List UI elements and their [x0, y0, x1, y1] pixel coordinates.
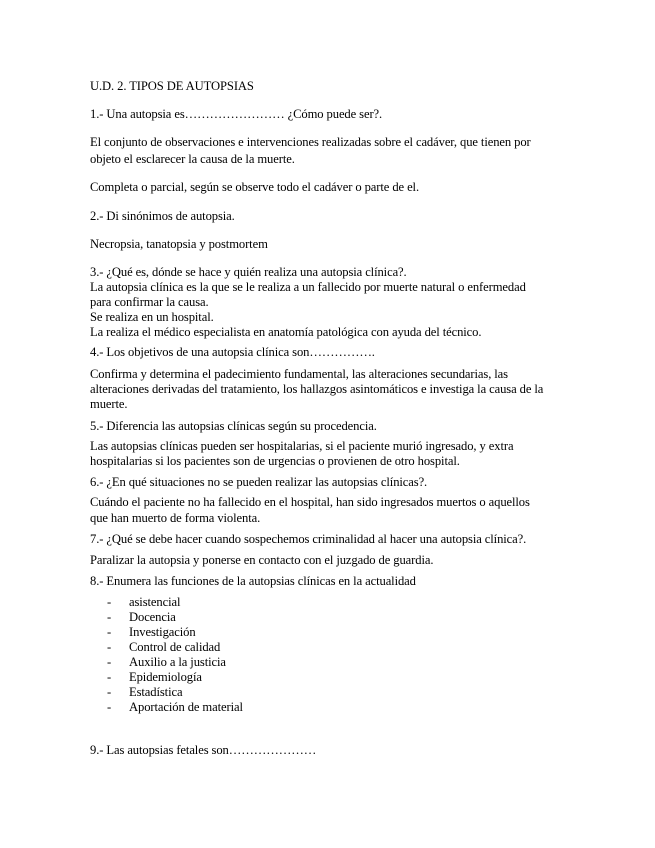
- list-item: - Investigación: [107, 625, 196, 639]
- list-item: - Docencia: [107, 610, 176, 624]
- question-7: 7.- ¿Qué se debe hacer cuando sospechemos criminalidad al hacer una autopsia clínica?.: [90, 532, 527, 546]
- question-3: 3.- ¿Qué es, dónde se hace y quién realiza una autopsia clínica?.: [90, 265, 407, 279]
- answer-3-line-1: La autopsia clínica es la que se le realiza a un fallecido por muerte natural o enfermedad: [90, 280, 526, 294]
- answer-3-line-4: La realiza el médico especialista en anatomía patológica con ayuda del técnico.: [90, 325, 482, 339]
- answer-4-line-1: Confirma y determina el padecimiento fundamental, las alteraciones secundarias, las: [90, 367, 508, 381]
- list-item: - Auxilio a la justicia: [107, 655, 226, 669]
- answer-6-line-2: que han muerto de forma violenta.: [90, 511, 261, 525]
- answer-6-line-1: Cuándo el paciente no ha fallecido en el hospital, han sido ingresados muertos o aquellos: [90, 495, 530, 509]
- answer-1-line-1: El conjunto de observaciones e intervenciones realizadas sobre el cadáver, que tienen por: [90, 135, 531, 149]
- answer-3-line-2: para confirmar la causa.: [90, 295, 209, 309]
- answer-1b: Completa o parcial, según se observe todo el cadáver o parte de el.: [90, 180, 420, 194]
- answer-1-line-2: objeto el esclarecer la causa de la muerte.: [90, 152, 295, 166]
- page-title: U.D. 2. TIPOS DE AUTOPSIAS: [90, 79, 254, 93]
- question-2: 2.- Di sinónimos de autopsia.: [90, 209, 235, 223]
- answer-5-line-1: Las autopsias clínicas pueden ser hospitalarias, si el paciente murió ingresado, y extra: [90, 439, 514, 453]
- answer-4-line-3: muerte.: [90, 397, 128, 411]
- list-item: - Estadística: [107, 685, 183, 699]
- answer-4-line-2: alteraciones derivadas del tratamiento, los hallazgos asintomáticos e investiga la causa de la: [90, 382, 544, 396]
- question-8: 8.- Enumera las funciones de la autopsias clínicas en la actualidad: [90, 574, 416, 588]
- list-item: - Control de calidad: [107, 640, 221, 654]
- list-item: - Epidemiología: [107, 670, 202, 684]
- question-5: 5.- Diferencia las autopsias clínicas según su procedencia.: [90, 419, 377, 433]
- question-6: 6.- ¿En qué situaciones no se pueden realizar las autopsias clínicas?.: [90, 475, 428, 489]
- answer-2: Necropsia, tanatopsia y postmortem: [90, 237, 268, 251]
- answer-3-line-3: Se realiza en un hospital.: [90, 310, 214, 324]
- list-item: - Aportación de material: [107, 700, 243, 714]
- question-4: 4.- Los objetivos de una autopsia clínica son…………….: [90, 345, 375, 359]
- answer-7: Paralizar la autopsia y ponerse en contacto con el juzgado de guardia.: [90, 553, 434, 567]
- answer-5-line-2: hospitalarias si los pacientes son de urgencias o provienen de otro hospital.: [90, 454, 460, 468]
- question-1: 1.- Una autopsia es…………………… ¿Cómo puede ser?.: [90, 107, 383, 121]
- question-9: 9.- Las autopsias fetales son…………………: [90, 743, 317, 757]
- list-item: - asistencial: [107, 595, 181, 609]
